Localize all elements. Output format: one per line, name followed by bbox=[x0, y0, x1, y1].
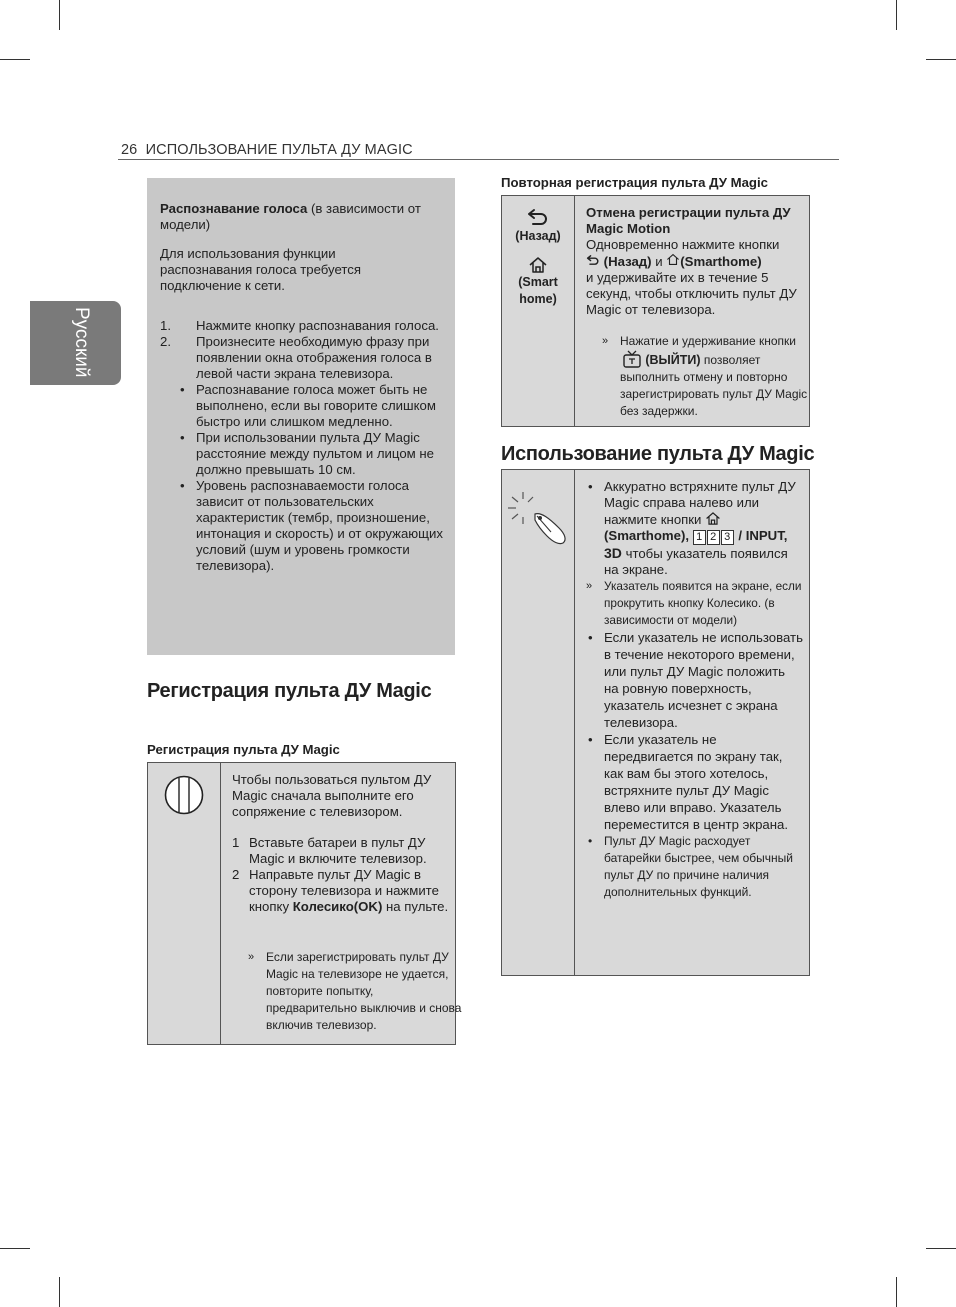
table-divider bbox=[574, 196, 575, 426]
reregistration-table bbox=[501, 195, 810, 427]
voice-step bbox=[160, 334, 443, 382]
exit-icon bbox=[622, 350, 642, 368]
bullet-text: Если указатель не передвигается по экрану так, как вам бы этого хотелось, встряхните пульт ДУ Magic влево или вправо. Указатель переместится в центр экрана. bbox=[604, 732, 789, 832]
voice-title-rest: (в зависимости от модели) bbox=[160, 201, 421, 232]
crop-mark bbox=[0, 59, 30, 60]
registration-intro: Чтобы пользоваться пультом ДУ Magic сначала выполните его сопряжение с телевизором. bbox=[232, 772, 432, 819]
wheel-ok-label: Колесико(OK) bbox=[292, 899, 383, 914]
and-word: и bbox=[655, 254, 663, 269]
voice-bullet: • Уровень распознаваемости голоса зависит от пользовательских характеристик (тембр, произношение, интонация и скорость) и от окружающих условий (шум и уровень громкости телевизора). bbox=[180, 478, 443, 573]
bullet-text: Распознавание голоса может быть не выполнено, если вы говорите слишком быстро или слишком медленно. bbox=[196, 382, 436, 429]
bullet-text: Аккуратно встряхните пульт ДУ Magic справа налево или нажмите кнопки bbox=[604, 479, 796, 527]
usage-bullet: • Если указатель не использовать в течение некоторого времени, или пульт ДУ Magic положить на ровную поверхность, указатель исчезнет с экрана телевизора. bbox=[588, 630, 803, 730]
usage-bullet: • Если указатель не передвигается по экрану так, как вам бы этого хотелось, встряхните пульт ДУ Magic влево или вправо. Указатель переместится в центр экрана. bbox=[588, 732, 789, 832]
step-text: Направьте пульт ДУ Magic в сторону телевизора и нажмите кнопку bbox=[249, 867, 439, 914]
crop-mark bbox=[926, 59, 956, 60]
crop-mark bbox=[896, 0, 897, 30]
registration-table bbox=[147, 762, 462, 1045]
smart-home-label: (Smart home) bbox=[518, 275, 558, 306]
reregistration-line1: Одновременно нажмите кнопки bbox=[586, 237, 780, 252]
3d-icon: 3D bbox=[604, 545, 622, 561]
input-label: INPUT, bbox=[745, 528, 788, 543]
step-text-post: на пульте. bbox=[382, 899, 449, 914]
smarthome-label-inline: (Smarthome) bbox=[680, 254, 762, 269]
step-number: 2. bbox=[160, 334, 171, 349]
reregistration-line3: и удерживайте их в течение 5 секунд, чтобы отключить пульт ДУ Magic от телевизора. bbox=[586, 270, 797, 317]
home-icon bbox=[705, 511, 721, 526]
reregistration-title: Отмена регистрации пульта ДУ Magic Motion bbox=[586, 205, 791, 236]
registration-subheading: Регистрация пульта ДУ Magic bbox=[147, 742, 340, 757]
step-number: 2 bbox=[232, 867, 240, 882]
voice-recognition-box bbox=[147, 178, 455, 655]
step-text: Нажмите кнопку распознавания голоса. bbox=[196, 318, 439, 333]
home-icon bbox=[528, 256, 548, 274]
back-label-inline: (Назад) bbox=[603, 254, 652, 269]
language-tab bbox=[30, 301, 121, 385]
voice-step bbox=[160, 318, 443, 334]
registration-step bbox=[232, 867, 452, 915]
home-icon bbox=[666, 253, 680, 266]
voice-intro: Для использования функции распознавания голоса требуется подключение к сети. bbox=[160, 246, 362, 293]
crop-mark bbox=[0, 1248, 30, 1249]
page-number: 26 bbox=[121, 142, 138, 158]
voice-bullet: • При использовании пульта ДУ Magic расстояние между пультом и лицом не должно превышать 10 см. bbox=[180, 430, 435, 477]
usage-bullet: • Аккуратно встряхните пульт ДУ Magic справа налево или нажмите кнопки (Smarthome), 1 2 3 / INPUT, 3D чтобы указатель появился на экране. bbox=[588, 479, 796, 577]
voice-title bbox=[160, 201, 430, 233]
bullet-text: Если указатель не использовать в течение некоторого времени, или пульт ДУ Magic положить на ровную поверхность, указатель исчезнет с экрана телевизора. bbox=[604, 630, 803, 730]
voice-steps bbox=[160, 318, 443, 574]
step-number: 1. bbox=[160, 318, 171, 333]
reregistration-text bbox=[586, 205, 801, 318]
step-text: Вставьте батареи в пульт ДУ Magic и включите телевизор. bbox=[249, 835, 427, 866]
reregistration-line2 bbox=[586, 253, 801, 270]
voice-title-bold: Распознавание голоса bbox=[160, 201, 308, 216]
crop-mark bbox=[926, 1248, 956, 1249]
slash: / bbox=[738, 528, 743, 543]
step-number: 1 bbox=[232, 835, 240, 850]
bullet-text: Пульт ДУ Magic расходует батарейки быстрее, чем обычный пульт ДУ по причине наличия дополнительных функций. bbox=[604, 834, 793, 899]
crop-mark bbox=[896, 1277, 897, 1307]
reregistration-subheading: Повторная регистрация пульта ДУ Magic bbox=[501, 175, 768, 190]
reregistration-note: » Нажатие и удерживание кнопки (ВЫЙТИ) позволяет выполнить отмену и повторно зарегистрировать пульт ДУ Magic без задержки. bbox=[602, 334, 808, 418]
usage-heading: Использование пульта ДУ Magic bbox=[501, 443, 815, 465]
table-divider bbox=[220, 763, 221, 1044]
key-3-icon: 3 bbox=[721, 530, 734, 545]
note-text-pre: Нажатие и удерживание кнопки bbox=[620, 334, 796, 348]
bullet-text: Уровень распознаваемости голоса зависит от пользовательских характеристик (тембр, произношение, интонация и скорость) и от окружающих условий (шум и уровень громкости телевизора). bbox=[196, 478, 443, 573]
bullet-text: При использовании пульта ДУ Magic расстояние между пультом и лицом не должно превышать 10 см. bbox=[196, 430, 435, 477]
language-tab-label: Русский bbox=[71, 307, 92, 378]
page-header bbox=[121, 142, 413, 158]
page-title: ИСПОЛЬЗОВАНИЕ ПУЛЬТА ДУ MAGIC bbox=[145, 142, 413, 158]
back-label: (Назад) bbox=[515, 229, 561, 243]
usage-bullet: • Пульт ДУ Magic расходует батарейки быстрее, чем обычный пульт ДУ по причине наличия дополнительных функций. bbox=[588, 834, 793, 899]
exit-label: (ВЫЙТИ) bbox=[645, 353, 701, 367]
back-icon bbox=[527, 207, 549, 227]
usage-text bbox=[586, 479, 803, 901]
key-2-icon: 2 bbox=[707, 530, 720, 545]
header-rule bbox=[118, 159, 839, 160]
step-text: Произнесите необходимую фразу при появлении окна отображения голоса в левой части экрана телевизора. bbox=[196, 334, 432, 381]
back-icon bbox=[586, 254, 600, 266]
note-text-post: позволяет выполнить отмену и повторно зарегистрировать пульт ДУ Magic без задержки. bbox=[620, 353, 808, 418]
voice-bullets bbox=[160, 382, 443, 574]
smarthome-label: (Smarthome), bbox=[604, 528, 689, 543]
crop-mark bbox=[59, 0, 60, 30]
table-divider bbox=[574, 470, 575, 975]
usage-table bbox=[501, 469, 810, 976]
registration-step bbox=[232, 835, 452, 867]
bullet-text-post: чтобы указатель появился на экране. bbox=[604, 546, 788, 577]
key-1-icon: 1 bbox=[693, 530, 706, 545]
voice-bullet: • Распознавание голоса может быть не выполнено, если вы говорите слишком быстро или слишком медленно. bbox=[180, 382, 436, 429]
usage-note: » Указатель появится на экране, если прокрутить кнопку Колесико. (в зависимости от модели) bbox=[586, 579, 802, 627]
shake-remote-icon bbox=[507, 488, 571, 548]
crop-mark bbox=[59, 1277, 60, 1307]
note-text: Указатель появится на экране, если прокрутить кнопку Колесико. (в зависимости от модели) bbox=[604, 579, 802, 627]
registration-heading: Регистрация пульта ДУ Magic bbox=[147, 680, 432, 702]
registration-steps bbox=[232, 835, 452, 915]
note-text: Если зарегистрировать пульт ДУ Magic на телевизоре не удается, повторите попытку, предварительно выключив и снова включив телевизор. bbox=[266, 950, 462, 1032]
magic-remote-wheel-icon bbox=[164, 775, 204, 815]
registration-note: » Если зарегистрировать пульт ДУ Magic на телевизоре не удается, повторите попытку, предварительно выключив и снова включив телевизор. bbox=[248, 950, 462, 1032]
